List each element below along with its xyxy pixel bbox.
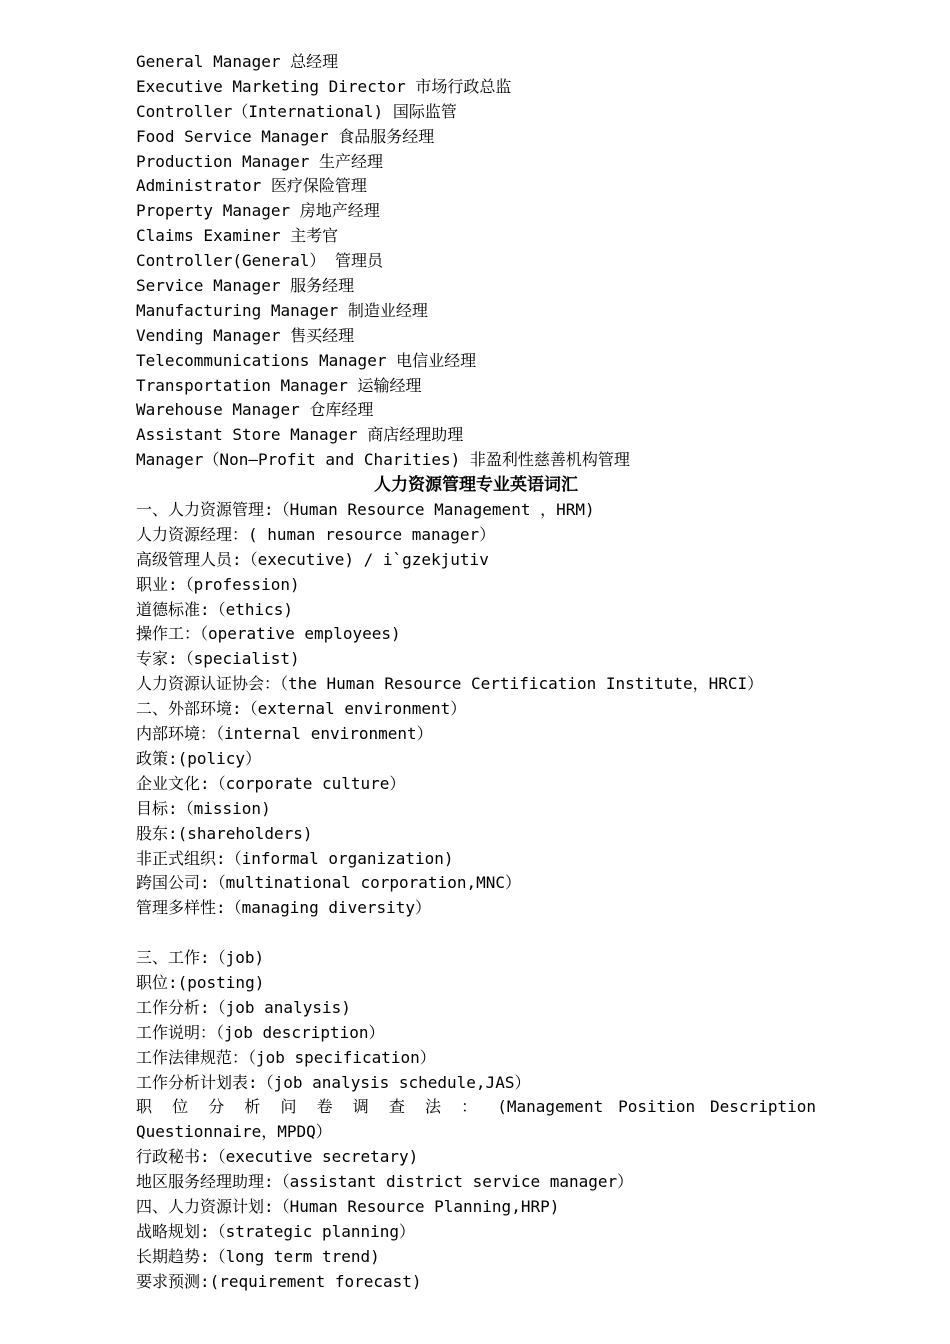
list-item: Telecommunications Manager 电信业经理 xyxy=(136,350,477,370)
list-item: Manager（Non—Profit and Charities) 非盈利性慈善机构管理 xyxy=(136,450,630,470)
vocab-line: 政策:(policy） xyxy=(136,748,262,768)
vocab-line: 二、外部环境:（external environment） xyxy=(136,699,467,719)
list-item: General Manager 总经理 xyxy=(136,52,339,71)
vocab-line: 道德标准:（ethics) xyxy=(136,599,294,619)
vocab-line: 地区服务经理助理:（assistant district service manager） xyxy=(136,1172,634,1192)
vocab-line: 企业文化:（corporate culture） xyxy=(136,773,406,793)
vocab-line: 职位:(posting) xyxy=(136,972,265,992)
list-item: Transportation Manager 运输经理 xyxy=(136,375,422,395)
list-item: Controller（International) 国际监管 xyxy=(136,101,457,121)
list-item: Vending Manager 售买经理 xyxy=(136,325,355,345)
vocab-line: 要求预测:(requirement forecast) xyxy=(136,1271,422,1291)
vocab-line: 战略规划:（strategic planning） xyxy=(136,1221,416,1241)
vocab-line: 长期趋势:（long term trend) xyxy=(136,1246,380,1266)
list-item: Manufacturing Manager 制造业经理 xyxy=(136,300,428,320)
vocab-line: 专家:（specialist) xyxy=(136,649,300,669)
vocab-line: 工作法律规范：（job specification） xyxy=(136,1047,436,1067)
list-item: Service Manager 服务经理 xyxy=(136,276,355,296)
list-item: Warehouse Manager 仓库经理 xyxy=(136,400,374,420)
vocab-line: 目标:（mission) xyxy=(136,798,271,818)
vocab-line: 管理多样性:（managing diversity） xyxy=(136,898,432,918)
vocab-line: 工作说明：（job description） xyxy=(136,1022,385,1042)
vocab-line: Questionnaire，MPDQ） xyxy=(136,1122,332,1142)
vocab-line: 人力资源认证协会：（the Human Resource Certification Institute，HRCI） xyxy=(136,674,764,694)
list-item: Administrator 医疗保险管理 xyxy=(136,176,367,196)
list-item: Property Manager 房地产经理 xyxy=(136,201,380,221)
list-item: Food Service Manager 食品服务经理 xyxy=(136,126,435,146)
vocab-line: 职业:（profession) xyxy=(136,574,300,594)
document-page xyxy=(136,50,816,1295)
section-heading: 人力资源管理专业英语词汇 xyxy=(374,475,578,496)
vocab-line: 非正式组织:（informal organization) xyxy=(136,848,454,868)
list-item: Production Manager 生产经理 xyxy=(136,151,384,171)
list-item: Claims Examiner 主考官 xyxy=(136,226,339,246)
vocab-line-justified: 职 位 分 析 问 卷 调 查 法 ： (Management Position Description xyxy=(136,1097,816,1117)
vocab-line: 跨国公司:（multinational corporation,MNC） xyxy=(136,873,521,893)
list-item: Controller(General） 管理员 xyxy=(136,251,384,271)
blank-line xyxy=(136,921,816,946)
vocab-line: 高级管理人员:（executive) / i`gzekjutiv xyxy=(136,549,489,569)
vocab-line: 内部环境：（internal environment） xyxy=(136,724,433,744)
list-item: Assistant Store Manager 商店经理助理 xyxy=(136,425,464,445)
vocab-line: 三、工作:（job) xyxy=(136,948,265,968)
vocab-line: 一、人力资源管理:（Human Resource Management ，HRM) xyxy=(136,500,595,520)
vocab-line: 工作分析计划表:（job analysis schedule,JAS） xyxy=(136,1072,531,1092)
list-item: Executive Marketing Director 市场行政总监 xyxy=(136,76,512,96)
vocab-line: 股东:(shareholders) xyxy=(136,823,313,843)
vocab-line: 操作工：（operative employees) xyxy=(136,624,401,644)
vocab-line: 工作分析:（job analysis) xyxy=(136,997,351,1017)
vocab-line: 人力资源经理：( human resource manager） xyxy=(136,524,496,544)
vocab-line: 行政秘书:（executive secretary) xyxy=(136,1147,419,1167)
vocab-line: 四、人力资源计划:（Human Resource Planning,HRP) xyxy=(136,1196,560,1216)
